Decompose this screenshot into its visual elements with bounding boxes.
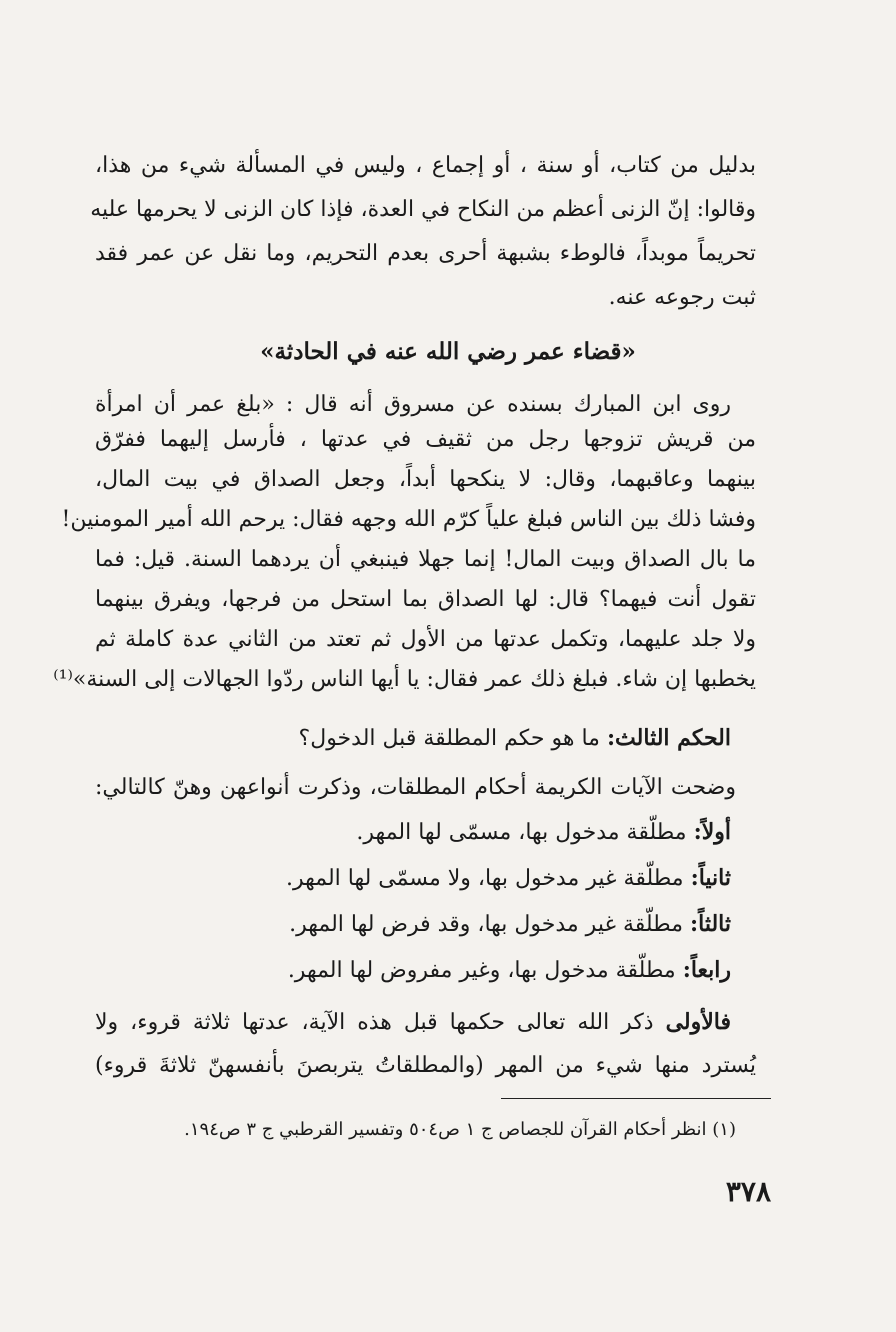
closing-label: فالأولى	[665, 1009, 731, 1035]
paragraph1-line-1: بدليل من كتاب، أو سنة ، أو إجماع ، وليس في المسألة شيء من هذا،	[95, 153, 756, 178]
list-item-label: ثالثاً:	[690, 911, 731, 937]
list-item-text: مطلّقة غير مدخول بها، وقد فرض لها المهر.	[289, 912, 683, 937]
footnote-divider	[501, 1098, 771, 1099]
paragraph1-line-2: وقالوا: إنّ الزنى أعظم من النكاح في العدة، فإذا كان الزنى لا يحرمها عليه	[90, 197, 756, 222]
footnote: (١) انظر أحكام القرآن للجصاص ج ١ ص٥٠٤ وتفسير القرطبي ج ٣ ص١٩٤.	[184, 1119, 736, 1140]
paragraph2-line-1: روى ابن المبارك بسنده عن مسروق أنه قال : «بلغ عمر أن امرأة	[95, 392, 731, 417]
paragraph2-line-6: تقول أنت فيهما؟ قال: لها الصداق بما استحل من فرجها، ويفرق بينهما	[95, 587, 756, 612]
section-heading: «قضاء عمر رضي الله عنه في الحادثة»	[260, 338, 636, 365]
list-item-text: مطلّقة مدخول بها، مسمّى لها المهر.	[356, 820, 687, 845]
list-item-text: مطلّقة غير مدخول بها، ولا مسمّى لها المهر.	[285, 866, 684, 891]
closing-line-2: يُسترد منها شيء من المهر (والمطلقاتُ يتربصنَ بأنفسهنّ ثلاثةَ قروء)	[95, 1053, 756, 1078]
paragraph2-line-3: بينهما وعاقبهما، وقال: لا ينكحها أبداً، وجعل الصداق في بيت المال،	[95, 467, 756, 492]
paragraph1-line-3: تحريماً موبداً، فالوطء بشبهة أحرى بعدم التحريم، وما نقل عن عمر فقد	[95, 241, 756, 266]
paragraph2-line-8: يخطبها إن شاء. فبلغ ذلك عمر فقال: يا أيها الناس ردّوا الجهالات إلى السنة»⁽¹⁾	[53, 667, 756, 692]
list-item-1	[300, 812, 731, 853]
list-item-label: رابعاً:	[682, 957, 731, 983]
list-item-4	[287, 950, 731, 991]
paragraph2-line-2: من قريش تزوجها رجل من ثقيف في عدتها ، فأرسل إليهما ففرّق	[95, 427, 756, 452]
list-item-2	[285, 858, 731, 899]
paragraph2-line-5: ما بال الصداق وبيت المال! إنما جهلا فينبغي أن يردهما السنة. قيل: فما	[95, 547, 756, 572]
closing-text-1: ذكر الله تعالى حكمها قبل هذه الآية، عدتها ثلاثة قروء، ولا	[95, 1010, 654, 1035]
ruling-text: ما هو حكم المطلقة قبل الدخول؟	[298, 726, 600, 751]
paragraph1-line-4: ثبت رجوعه عنه.	[608, 285, 756, 310]
list-item-text: مطلّقة مدخول بها، وغير مفروض لها المهر.	[287, 958, 676, 983]
ruling-line	[300, 718, 731, 759]
paragraph2-line-4: وفشا ذلك بين الناس فبلغ علياً كرّم الله وجهه فقال: يرحم الله أمير المومنين!	[61, 507, 756, 532]
page-number: ٣٧٨	[725, 1175, 771, 1208]
list-item-label: ثانياً:	[690, 865, 731, 891]
list-item-label: أولاً:	[693, 819, 731, 845]
list-item-3	[289, 904, 731, 945]
intro-line: وضحت الآيات الكريمة أحكام المطلقات، وذكرت أنواعهن وهنّ كالتالي:	[95, 775, 736, 800]
closing-line-1	[95, 1002, 731, 1042]
paragraph2-line-7: ولا جلد عليهما، وتكمل عدتها من الأول ثم تعتد من الثاني عدة كاملة ثم	[95, 627, 756, 652]
ruling-label: الحكم الثالث:	[606, 725, 731, 751]
